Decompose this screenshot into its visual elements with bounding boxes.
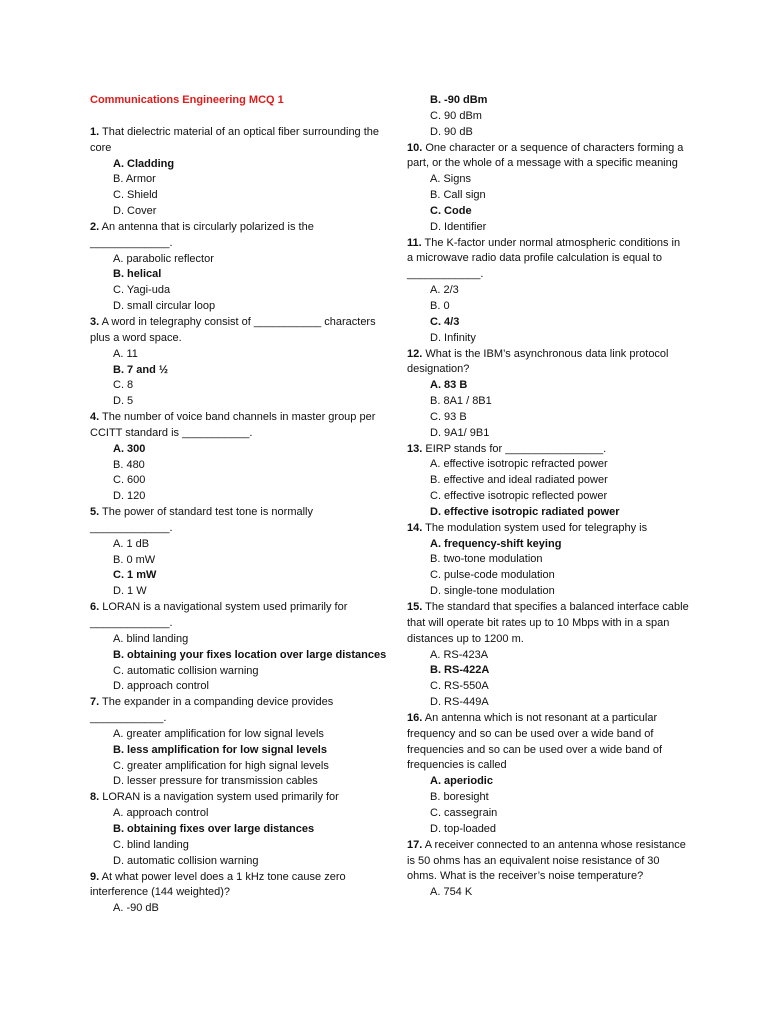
- answer-option: D. automatic collision warning: [113, 854, 259, 867]
- question-number: 6.: [90, 601, 100, 614]
- answer-option: C. automatic collision warning: [113, 664, 259, 677]
- question-number: 7.: [90, 696, 100, 709]
- answer-option-correct: A. frequency-shift keying: [430, 537, 562, 550]
- question-stem: That dielectric material of an optical fiber surrounding the core: [90, 125, 380, 154]
- answer-option: A. parabolic reflector: [113, 252, 214, 265]
- question-stem: The K-factor under normal atmospheric conditions in a microwave radio data profile calculation is equal to ____________.: [407, 236, 681, 281]
- answer-option: B. 480: [113, 458, 145, 471]
- answer-option: C. effective isotropic reflected power: [430, 490, 608, 503]
- question-item: [90, 790, 390, 869]
- answer-option: A. 2/3: [430, 284, 459, 297]
- question-item: [407, 141, 689, 236]
- question-item: [90, 870, 390, 918]
- continued-options: [407, 93, 689, 141]
- answer-option: B. two-tone modulation: [430, 553, 543, 566]
- question-number: 5.: [90, 506, 100, 519]
- question-stem: An antenna that is circularly polarized is the _____________.: [90, 220, 314, 249]
- answer-option-correct: C. 1 mW: [113, 569, 157, 582]
- question-item: [90, 505, 390, 600]
- answer-option: D. approach control: [113, 680, 209, 693]
- answer-option: D. 90 dB: [430, 125, 473, 138]
- question-item: [407, 600, 689, 711]
- page-title: Communications Engineering MCQ 1: [90, 94, 284, 106]
- answer-option: D. 9A1/ 9B1: [430, 426, 490, 439]
- answer-option-correct: B. RS-422A: [430, 664, 490, 677]
- answer-option: D. Infinity: [430, 331, 476, 344]
- answer-option: C. 600: [113, 474, 146, 487]
- answer-option-correct: A. 300: [113, 442, 146, 455]
- question-stem: The standard that specifies a balanced interface cable that will operate bit rates up to 10 Mbps with in a span distances up to 1200 m.: [407, 601, 689, 645]
- answer-option-correct: B. obtaining fixes over large distances: [113, 822, 315, 835]
- answer-option: C. pulse-code modulation: [430, 569, 555, 582]
- answer-option: A. Signs: [430, 173, 471, 186]
- answer-option: A. -90 dB: [113, 902, 159, 915]
- question-text: [407, 838, 689, 886]
- question-text: [90, 125, 390, 157]
- left-column: [90, 93, 390, 917]
- answer-option: B. Call sign: [430, 189, 486, 202]
- question-item: [90, 600, 390, 695]
- question-text: [407, 141, 689, 173]
- answer-option: A. RS-423A: [430, 648, 489, 661]
- answer-option: A. effective isotropic refracted power: [430, 458, 608, 471]
- answer-option-correct: B. 7 and ½: [113, 363, 169, 376]
- answer-option-correct: A. Cladding: [113, 157, 175, 170]
- question-number: 10.: [407, 141, 423, 154]
- question-text: [407, 442, 689, 458]
- answer-option: D. 5: [113, 395, 134, 408]
- question-number: 13.: [407, 442, 423, 455]
- question-number: 1.: [90, 125, 100, 138]
- answer-option: A. 11: [113, 347, 138, 360]
- question-item: [407, 347, 689, 442]
- answer-option: A. 1 dB: [113, 537, 150, 550]
- answer-option-correct: C. Code: [430, 204, 472, 217]
- answer-option: D. 120: [113, 490, 146, 503]
- question-number: 3.: [90, 315, 100, 328]
- question-text: [407, 347, 689, 379]
- answer-option-correct: A. aperiodic: [430, 775, 493, 788]
- answer-option: C. 93 B: [430, 410, 467, 423]
- answer-option: D. Identifier: [430, 220, 487, 233]
- question-number: 17.: [407, 838, 423, 851]
- question-text: [90, 315, 390, 347]
- question-number: 16.: [407, 711, 423, 724]
- answer-option: D. top-loaded: [430, 822, 497, 835]
- question-text: [90, 410, 390, 442]
- answer-option-correct: B. obtaining your fixes location over large distances: [113, 648, 387, 661]
- answer-option: C. cassegrain: [430, 806, 498, 819]
- answer-option-correct: B. helical: [113, 268, 162, 281]
- question-stem: At what power level does a 1 kHz tone cause zero interference (144 weighted)?: [90, 870, 346, 899]
- question-number: 15.: [407, 601, 423, 613]
- left-question-list: [90, 125, 390, 917]
- question-stem: A word in telegraphy consist of ___________ characters plus a word space.: [90, 315, 376, 344]
- right-column: [407, 93, 689, 901]
- question-stem: EIRP stands for ________________.: [425, 442, 607, 455]
- answer-option-correct: B. -90 dBm: [430, 94, 488, 106]
- question-item: [407, 236, 689, 347]
- question-item: [90, 315, 390, 410]
- answer-option: C. blind landing: [113, 838, 189, 851]
- question-text: [407, 236, 689, 284]
- question-item: [90, 695, 390, 790]
- question-item: [407, 521, 689, 600]
- answer-option: D. 1 W: [113, 585, 147, 598]
- answer-option: A. 754 K: [430, 886, 473, 899]
- answer-option: B. Armor: [113, 173, 156, 186]
- question-text: [90, 695, 390, 727]
- question-text: [90, 790, 390, 806]
- question-stem: LORAN is a navigation system used primarily for: [102, 791, 339, 804]
- question-stem: What is the IBM’s asynchronous data link protocol designation?: [407, 347, 669, 376]
- question-number: 4.: [90, 411, 100, 424]
- answer-option-correct: B. less amplification for low signal levels: [113, 743, 327, 756]
- answer-option: D. single-tone modulation: [430, 585, 555, 598]
- question-text: [407, 711, 689, 774]
- question-stem: One character or a sequence of characters forming a part, or the whole of a message with a specific meaning: [407, 141, 684, 170]
- question-stem: LORAN is a navigational system used primarily for _____________.: [90, 601, 348, 629]
- question-item: [407, 838, 689, 901]
- answer-option: C. 90 dBm: [430, 109, 482, 122]
- answer-option: B. 0 mW: [113, 553, 156, 566]
- question-text: [90, 870, 390, 902]
- answer-option: A. greater amplification for low signal levels: [113, 727, 324, 740]
- question-item: [90, 125, 390, 220]
- question-number: 9.: [90, 870, 100, 883]
- question-text: [90, 220, 390, 252]
- answer-option-correct: C. 4/3: [430, 315, 460, 328]
- question-item: [407, 442, 689, 521]
- question-number: 14.: [407, 521, 423, 534]
- answer-option: D. RS-449A: [430, 696, 489, 709]
- answer-option: C. Yagi-uda: [113, 284, 171, 297]
- answer-option: B. effective and ideal radiated power: [430, 474, 608, 487]
- question-item: [90, 220, 390, 315]
- question-stem: The expander in a companding device provides ____________.: [90, 696, 334, 725]
- answer-option: C. 8: [113, 379, 134, 392]
- question-stem: An antenna which is not resonant at a particular frequency and so can be used over a wide band of frequencies and so can be used over a wide band of frequencies is called: [407, 711, 663, 772]
- question-text: [407, 521, 689, 537]
- question-text: [90, 600, 390, 632]
- answer-option: D. lesser pressure for transmission cables: [113, 775, 318, 788]
- answer-option: D. Cover: [113, 205, 157, 218]
- answer-option-correct: A. 83 B: [430, 379, 468, 392]
- question-item: [407, 711, 689, 838]
- question-stem: The number of voice band channels in master group per CCITT standard is ___________.: [90, 411, 376, 439]
- answer-option: C. RS-550A: [430, 680, 489, 693]
- right-question-list: [407, 141, 689, 902]
- question-number: 11.: [407, 236, 422, 249]
- answer-option: C. Shield: [113, 189, 158, 202]
- question-number: 8.: [90, 791, 100, 804]
- answer-option-correct: D. effective isotropic radiated power: [430, 505, 620, 518]
- answer-option: B. 8A1 / 8B1: [430, 395, 492, 408]
- question-text: [90, 505, 390, 537]
- answer-option: A. approach control: [113, 807, 209, 820]
- answer-option: D. small circular loop: [113, 300, 216, 313]
- answer-option: A. blind landing: [113, 632, 189, 645]
- question-number: 12.: [407, 347, 423, 360]
- question-text: [407, 600, 689, 648]
- question-stem: The modulation system used for telegraphy is: [425, 521, 648, 534]
- question-item: [90, 410, 390, 505]
- answer-option: C. greater amplification for high signal levels: [113, 759, 329, 772]
- answer-option: B. 0: [430, 299, 450, 312]
- question-stem: The power of standard test tone is normally _____________.: [90, 506, 313, 534]
- answer-option: B. boresight: [430, 791, 489, 804]
- question-stem: A receiver connected to an antenna whose resistance is 50 ohms has an equivalent noise resistance of 30 ohms. What is the receiver’s noise temperature?: [407, 838, 686, 883]
- question-number: 2.: [90, 220, 100, 233]
